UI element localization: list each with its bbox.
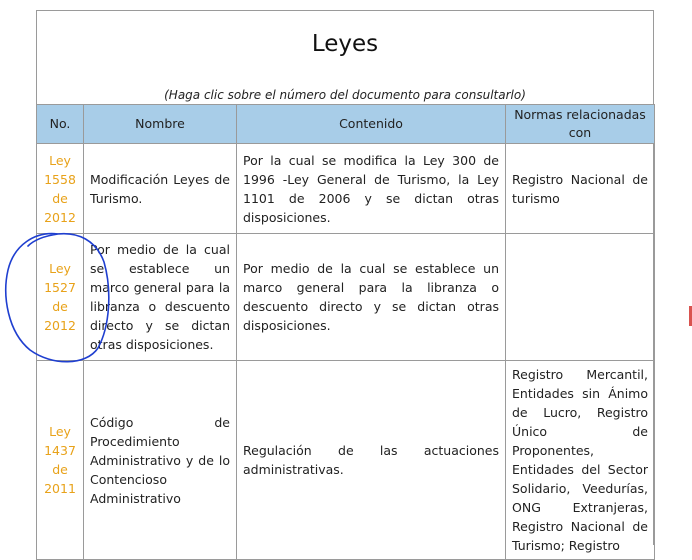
page-subtitle: (Haga clic sobre el número del documento para consultarlo) [164, 88, 526, 102]
header-normas: Normas relacionadas con [506, 105, 655, 144]
law-content: Regulación de las actuaciones administrativas. [237, 361, 506, 560]
law-content: Por la cual se modifica la Ley 300 de 1996 -Ley General de Turismo, la Ley 1101 de 2006 y se dictan otras disposiciones. [237, 144, 506, 234]
table-row [37, 144, 655, 234]
law-link[interactable]: Ley 1558 de 2012 [37, 144, 84, 234]
law-name: Modificación Leyes de Turismo. [84, 144, 237, 234]
table-header-row [37, 105, 655, 144]
table-row [37, 361, 655, 560]
law-link[interactable]: Ley 1437 de 2011 [37, 361, 84, 560]
table-row [37, 234, 655, 361]
law-link[interactable]: Ley 1527 de 2012 [37, 234, 84, 361]
law-content: Por medio de la cual se establece un marco general para la libranza o descuento directo y se dictan otras disposiciones. [237, 234, 506, 361]
header-no: No. [37, 105, 84, 144]
law-related: Registro Mercantil, Entidades sin Ánimo de Lucro, Registro Único de Proponentes, Entidades del Sector Solidario, Veedurías, ONG Extranjeras, Registro Nacional de Turismo; Registro [506, 361, 655, 560]
law-name: Por medio de la cual se establece un marco general para la libranza o descuento directo y se dictan otras disposiciones. [84, 234, 237, 361]
laws-table [36, 104, 655, 560]
law-related [506, 234, 655, 361]
page-title: Leyes [311, 31, 379, 57]
law-name: Código de Procedimiento Administrativo y de lo Contencioso Administrativo [84, 361, 237, 560]
header-contenido: Contenido [237, 105, 506, 144]
header-nombre: Nombre [84, 105, 237, 144]
law-related: Registro Nacional de turismo [506, 144, 655, 234]
